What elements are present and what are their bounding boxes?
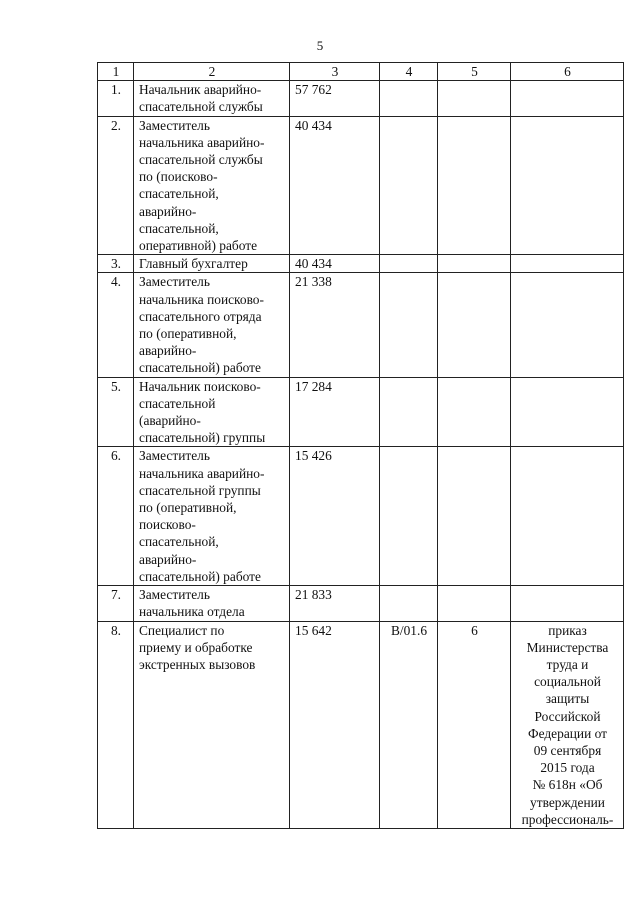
code-cell <box>380 81 438 116</box>
code-cell: B/01.6 <box>380 621 438 828</box>
reference-cell <box>511 273 624 377</box>
level-cell <box>438 447 511 586</box>
table-row <box>98 255 624 273</box>
position-cell: Заместитель начальника поисково- спасательного отряда по (оперативной, аварийно- спасательной) работе <box>134 273 290 377</box>
salary-cell: 40 434 <box>290 255 380 273</box>
page-number: 5 <box>316 38 324 53</box>
salary-cell: 15 426 <box>290 447 380 586</box>
position-cell: Начальник аварийно- спасательной службы <box>134 81 290 116</box>
level-cell <box>438 273 511 377</box>
row-number-cell: 4. <box>98 273 134 377</box>
table-row <box>98 586 624 621</box>
salary-cell: 40 434 <box>290 116 380 255</box>
position-cell: Заместитель начальника аварийно- спасательной службы по (поисково- спасательной, аварийно- спасательной, оперативной) работе <box>134 116 290 255</box>
reference-cell <box>511 447 624 586</box>
header-cell-5: 5 <box>438 63 511 81</box>
table-row <box>98 621 624 828</box>
row-number-cell: 8. <box>98 621 134 828</box>
level-cell <box>438 116 511 255</box>
salary-cell: 15 642 <box>290 621 380 828</box>
row-number-cell: 1. <box>98 81 134 116</box>
row-number-cell: 5. <box>98 377 134 447</box>
code-cell <box>380 116 438 255</box>
code-cell <box>380 586 438 621</box>
table-row <box>98 273 624 377</box>
header-cell-4: 4 <box>380 63 438 81</box>
table-row <box>98 447 624 586</box>
table-row <box>98 81 624 116</box>
salary-cell: 57 762 <box>290 81 380 116</box>
reference-cell <box>511 377 624 447</box>
position-cell: Заместитель начальника аварийно- спасательной группы по (оперативной, поисково- спасательной, аварийно- спасательной) работе <box>134 447 290 586</box>
reference-cell <box>511 255 624 273</box>
level-cell <box>438 586 511 621</box>
position-cell: Главный бухгалтер <box>134 255 290 273</box>
header-cell-6: 6 <box>511 63 624 81</box>
salary-cell: 21 833 <box>290 586 380 621</box>
table-row <box>98 116 624 255</box>
level-cell: 6 <box>438 621 511 828</box>
table-header-row <box>98 63 624 81</box>
reference-cell <box>511 81 624 116</box>
reference-cell <box>511 116 624 255</box>
staffing-table <box>97 62 624 829</box>
level-cell <box>438 377 511 447</box>
reference-cell: приказ Министерства труда и социальной защиты Российской Федерации от 09 сентября 2015 года № 618н «Об утверждении профессиональ- <box>511 621 624 828</box>
reference-cell <box>511 586 624 621</box>
row-number-cell: 3. <box>98 255 134 273</box>
code-cell <box>380 377 438 447</box>
salary-cell: 21 338 <box>290 273 380 377</box>
position-cell: Специалист по приему и обработке экстренных вызовов <box>134 621 290 828</box>
code-cell <box>380 255 438 273</box>
row-number-cell: 7. <box>98 586 134 621</box>
table-row <box>98 377 624 447</box>
row-number-cell: 2. <box>98 116 134 255</box>
position-cell: Заместитель начальника отдела <box>134 586 290 621</box>
header-cell-1: 1 <box>98 63 134 81</box>
code-cell <box>380 447 438 586</box>
position-cell: Начальник поисково- спасательной (аварийно- спасательной) группы <box>134 377 290 447</box>
level-cell <box>438 81 511 116</box>
code-cell <box>380 273 438 377</box>
salary-cell: 17 284 <box>290 377 380 447</box>
row-number-cell: 6. <box>98 447 134 586</box>
header-cell-2: 2 <box>134 63 290 81</box>
header-cell-3: 3 <box>290 63 380 81</box>
level-cell <box>438 255 511 273</box>
